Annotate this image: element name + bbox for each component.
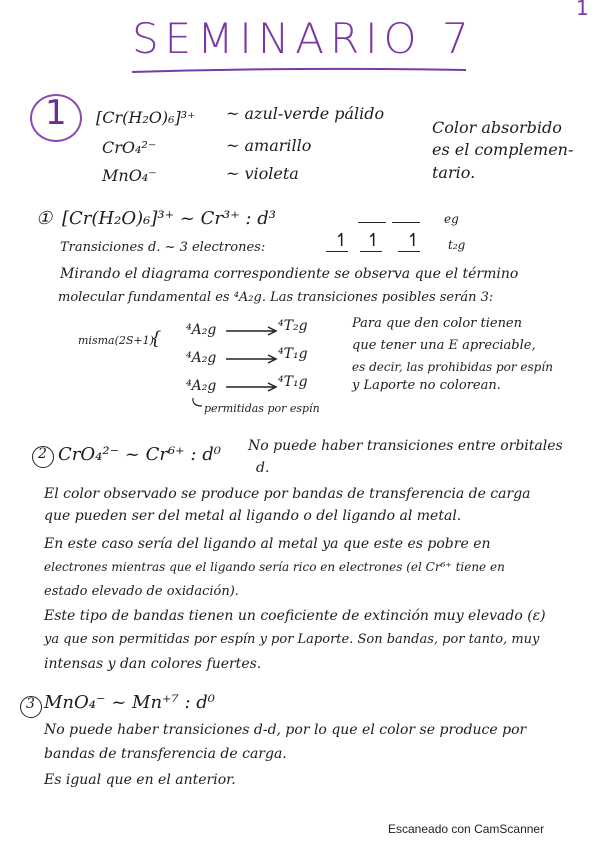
t2g-orbital-line xyxy=(360,251,382,252)
transition-to-3: ⁴T₁g xyxy=(278,374,308,390)
sub2-line-3: En este caso sería del ligando al metal ya que este es pobre en xyxy=(44,536,491,552)
eg-orbital-line xyxy=(392,222,420,223)
species-color-1: ~ azul-verde pálido xyxy=(226,104,385,123)
sub3-label: 3 xyxy=(26,696,35,712)
sub3-line-1: No puede haber transiciones d-d, por lo que el color se produce por xyxy=(44,722,527,738)
permitidas-note: permitidas por espín xyxy=(204,402,320,415)
permitidas-hook-icon xyxy=(190,396,204,410)
sub2-line-8: intensas y dan colores fuertes. xyxy=(44,656,262,672)
title-underline xyxy=(130,66,470,76)
t2g-orbital-line xyxy=(326,251,348,252)
absorbed-note-line-2: es el complemen- xyxy=(432,140,574,159)
transition-to-1: ⁴T₂g xyxy=(278,318,308,334)
species-formula-1: [Cr(H₂O)₆]³⁺ xyxy=(96,108,196,127)
sub2-line-6: Este tipo de bandas tienen un coeficiente de extinción muy elevado (ε) xyxy=(44,608,546,624)
absorbed-note-line-3: tario. xyxy=(432,163,476,182)
page-number: 1 xyxy=(576,0,589,20)
side-note-line-2: que tener una E apreciable, xyxy=(352,338,536,353)
sub2-head: CrO₄²⁻ ~ Cr⁶⁺ : d⁰ xyxy=(58,444,221,465)
transition-arrow-icon xyxy=(224,353,280,365)
sub3-head: MnO₄⁻ ~ Mn⁺⁷ : d⁰ xyxy=(44,692,216,713)
transition-from-3: ⁴A₂g xyxy=(186,378,217,394)
transition-from-1: ⁴A₂g xyxy=(186,322,217,338)
transition-to-2: ⁴T₁g xyxy=(278,346,308,362)
species-formula-3: MnO₄⁻ xyxy=(102,166,157,185)
t2g-label: t₂g xyxy=(448,238,466,252)
sub1-head: [Cr(H₂O)₆]³⁺ ~ Cr³⁺ : d³ xyxy=(62,208,276,229)
side-note-line-4: y Laporte no colorean. xyxy=(352,378,501,393)
electron-up-arrow: ↿ xyxy=(366,230,382,251)
sub2-line-4: electrones mientras que el ligando sería rico en electrones (el Cr⁶⁺ tiene en xyxy=(44,560,505,574)
sub2-line-5: estado elevado de oxidación). xyxy=(44,584,239,599)
sub2-line-7: ya que son permitidas por espín y por Laporte. Son bandas, por tanto, muy xyxy=(44,632,540,647)
question-number: 1 xyxy=(45,93,67,133)
sub1-label: ① xyxy=(36,208,53,229)
t2g-orbital-line xyxy=(398,251,420,252)
transition-arrow-icon xyxy=(224,381,280,393)
sub3-line-2: bandas de transferencia de carga. xyxy=(44,746,287,762)
electron-up-arrow: ↿ xyxy=(406,230,422,251)
sub2-line-1: El color observado se produce por bandas de transferencia de carga xyxy=(44,486,531,502)
sub2-head-note-1: No puede haber transiciones entre orbitales xyxy=(248,438,563,454)
scanner-footer: Escaneado con CamScanner xyxy=(388,822,545,836)
misma-spin-note: misma(2S+1) xyxy=(78,334,154,347)
sub2-label: 2 xyxy=(38,446,47,462)
electron-up-arrow: ↿ xyxy=(334,230,350,251)
transition-from-2: ⁴A₂g xyxy=(186,350,217,366)
sub2-line-2: que pueden ser del metal al ligando o del ligando al metal. xyxy=(44,508,462,524)
transitions-text: Transiciones d. ~ 3 electrones: xyxy=(60,240,266,255)
absorbed-note-line-1: Color absorbido xyxy=(432,118,562,137)
species-formula-2: CrO₄²⁻ xyxy=(102,138,157,157)
page-title: SEMINARIO 7 xyxy=(132,14,475,63)
side-note-line-3: es decir, las prohibidas por espín xyxy=(352,360,553,374)
species-color-2: ~ amarillo xyxy=(226,136,312,155)
side-note-line-1: Para que den color tienen xyxy=(352,316,523,331)
eg-orbital-line xyxy=(358,222,386,223)
transition-arrow-icon xyxy=(224,325,280,337)
sub2-head-note-2: d. xyxy=(256,460,270,476)
eg-label: eg xyxy=(444,212,459,226)
sub1-line-2: molecular fundamental es ⁴A₂g. Las transiciones posibles serán 3: xyxy=(58,290,494,305)
species-color-3: ~ violeta xyxy=(226,164,299,183)
sub1-line-1: Mirando el diagrama correspondiente se observa que el término xyxy=(60,266,519,282)
brace: { xyxy=(150,328,162,349)
sub3-line-3: Es igual que en el anterior. xyxy=(44,772,236,788)
